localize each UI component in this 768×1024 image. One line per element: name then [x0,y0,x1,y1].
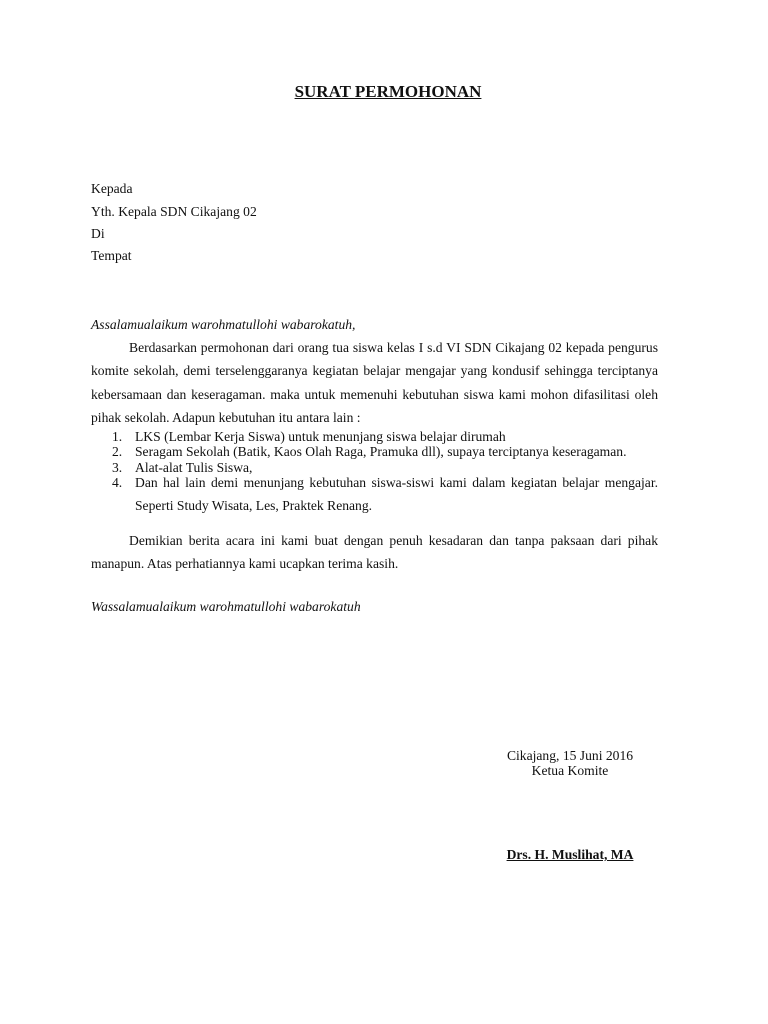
list-text: Seragam Sekolah (Batik, Kaos Olah Raga, Pramuka dll), supaya terciptanya keseragaman. [135,444,627,460]
list-item [91,444,658,459]
letter-title: SURAT PERMOHONAN [294,82,482,101]
needs-list [91,429,658,517]
list-text: Dan hal lain demi menunjang kebutuhan siswa-siswi kami dalam kegiatan belajar mengajar. Seperti Study Wisata, Les, Praktek Renang. [135,474,658,514]
list-number: 2. [112,444,123,460]
signature-place-date: Cikajang, 15 Juni 2016 [506,748,634,763]
closing-salutation: Wassalamualaikum warohmatullohi wabarokatuh [91,599,361,614]
greeting: Assalamualaikum warohmatullohi wabarokatuh, [91,317,356,332]
signature-role: Ketua Komite [531,763,609,778]
list-number: 4. [112,474,123,490]
signature-name: Drs. H. Muslihat, MA [506,847,634,862]
list-text: LKS (Lembar Kerja Siswa) untuk menunjang siswa belajar dirumah [135,429,506,444]
recipient-line: Di [91,226,105,241]
body-paragraph: Berdasarkan permohonan dari orang tua siswa kelas I s.d VI SDN Cikajang 02 kepada pengurus komite sekolah, demi terselenggaranya kegiatan belajar mengajar yang kondusif sehingga terciptanya kebersamaan dan keseragaman. maka untuk memenuhi kebutuhan siswa kami mohon difasilitasi oleh pihak sekolah. Adapun kebutuhan itu antara lain : [91,340,658,425]
recipient-line: Kepada [91,181,133,196]
list-item [91,471,658,518]
list-number: 3. [112,459,123,475]
recipient-line: Tempat [91,248,132,263]
closing-paragraph: Demikian berita acara ini kami buat dengan penuh kesadaran dan tanpa paksaan dari pihak manapun. Atas perhatiannya kami ucapkan terima kasih. [91,533,658,572]
list-text: Alat-alat Tulis Siswa, [135,459,253,475]
list-number: 1. [112,429,123,444]
recipient-line: Yth. Kepala SDN Cikajang 02 [91,204,257,219]
list-item [91,429,658,444]
